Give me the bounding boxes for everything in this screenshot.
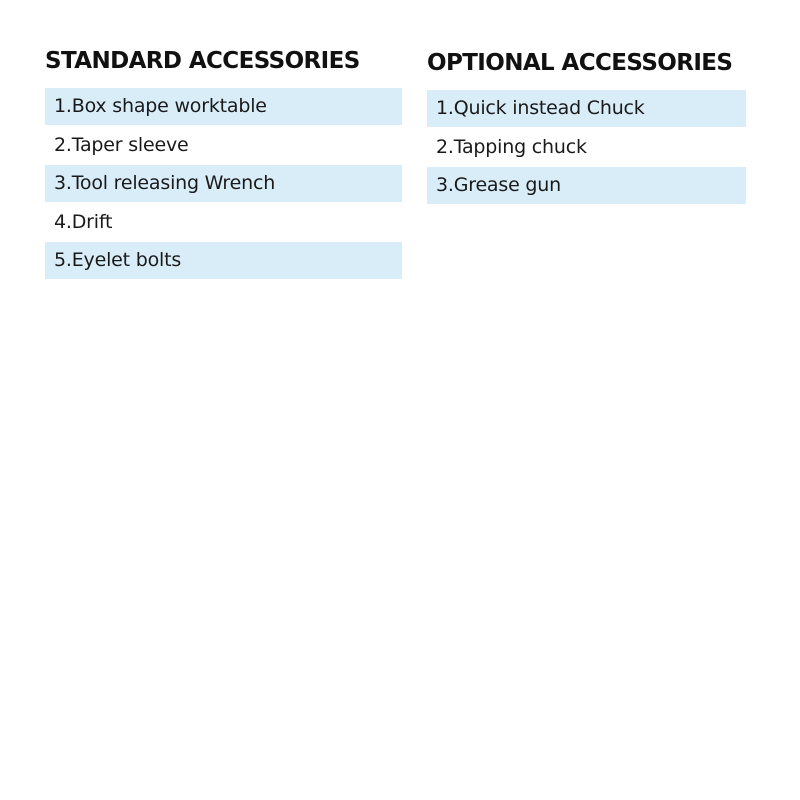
- standard-accessories-list: [45, 88, 402, 279]
- standard-accessories-heading: STANDARD ACCESSORIES: [45, 48, 360, 74]
- standard-accessory-item: 2.Taper sleeve: [54, 134, 189, 156]
- optional-accessory-item: 1.Quick instead Chuck: [427, 90, 746, 127]
- optional-accessories-section: [427, 48, 746, 204]
- standard-accessory-item: 3.Tool releasing Wrench: [45, 165, 402, 202]
- standard-accessory-item: 4.Drift: [54, 211, 113, 233]
- optional-accessories-list: [427, 90, 746, 204]
- optional-accessory-item: 2.Tapping chuck: [436, 136, 587, 158]
- optional-accessory-item: 3.Grease gun: [427, 167, 746, 204]
- optional-accessories-heading: OPTIONAL ACCESSORIES: [427, 50, 733, 76]
- standard-accessories-section: [45, 46, 402, 279]
- standard-accessory-item: 1.Box shape worktable: [45, 88, 402, 125]
- standard-accessory-item: 5.Eyelet bolts: [45, 242, 402, 279]
